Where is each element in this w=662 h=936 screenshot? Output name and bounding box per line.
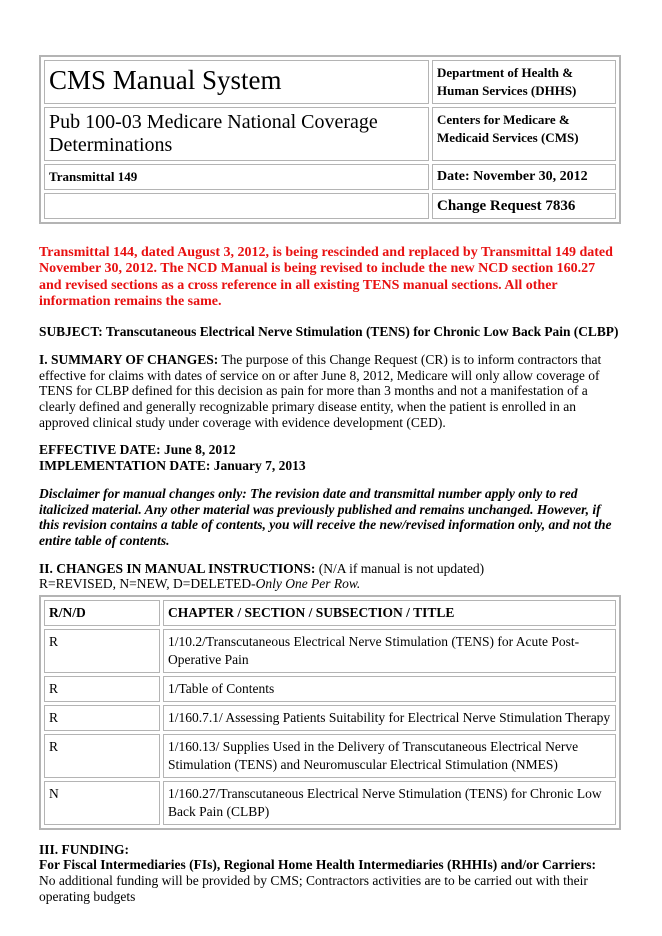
changes-note: (N/A if manual is not updated) (318, 560, 485, 576)
column-header: CHAPTER / SECTION / SUBSECTION / TITLE (163, 600, 616, 626)
column-header: R/N/D (44, 600, 160, 626)
rescind-notice: Transmittal 144, dated August 3, 2012, is being rescinded and replaced by Transmittal 149 dated November 30, 2012. The NCD Manual is being revised to include the new NCD section 160.27 and revised sections as a cross reference in all existing TENS manual sections. All other information remains the same. (39, 245, 613, 309)
row-code: R (44, 629, 160, 673)
row-title: 1/160.27/Transcutaneous Electrical Nerve Stimulation (TENS) for Chronic Low Back Pain (CLBP) (163, 781, 616, 825)
transmittal-date: Date: November 30, 2012 (432, 164, 616, 190)
table-row (44, 629, 616, 673)
department-name: Department of Health & Human Services (DHHS) (432, 60, 616, 104)
subject-line: SUBJECT: Transcutaneous Electrical Nerve Stimulation (TENS) for Chronic Low Back Pain (CLBP) (39, 324, 619, 340)
funding-text: No additional funding will be provided by CMS; Contractors activities are to be carried out with their operating budgets (39, 872, 588, 904)
row-code: R (44, 705, 160, 731)
row-code: R (44, 734, 160, 778)
funding-label: III. FUNDING: (39, 841, 130, 857)
dates-section (39, 442, 621, 474)
row-title: 1/Table of Contents (163, 676, 616, 702)
system-title: CMS Manual System (44, 60, 429, 104)
document-page (39, 55, 621, 904)
funding-sub-label: For Fiscal Intermediaries (FIs), Regional Home Health Intermediaries (RHHIs) and/or Carriers: (39, 857, 597, 873)
empty-cell (44, 193, 429, 219)
agency-name: Centers for Medicare & Medicaid Services (CMS) (432, 107, 616, 161)
changes-table (39, 595, 621, 830)
change-request-number: Change Request 7836 (432, 193, 616, 219)
transmittal-number: Transmittal 149 (44, 164, 429, 190)
disclaimer: Disclaimer for manual changes only: The revision date and transmittal number apply only to red italicized material. Any other material was previously published and remains unchanged. However, if this revision contains a table of contents, you will receive the new/revised information only, and not the entire table of contents. (39, 486, 612, 548)
table-row (44, 676, 616, 702)
row-title: 1/160.7.1/ Assessing Patients Suitability for Electrical Nerve Stimulation Therapy (163, 705, 616, 731)
changes-label: II. CHANGES IN MANUAL INSTRUCTIONS: (39, 560, 316, 576)
summary-text: The purpose of this Change Request (CR) is to inform contractors that effective for claims with dates of service on or after June 8, 2012, Medicare will only allow coverage of TENS for CLBP defined for this decision as pain for more than 3 months and not a manifestation of a clearly defined and generally recognizable primary disease entity, when the patient is enrolled in an approved clinical study under coverage with evidence development (CED). (39, 352, 602, 430)
implementation-date: IMPLEMENTATION DATE: January 7, 2013 (39, 458, 306, 474)
table-row (44, 705, 616, 731)
table-header-row (44, 600, 616, 626)
pub-title: Pub 100-03 Medicare National Coverage Determinations (44, 107, 429, 161)
row-title: 1/160.13/ Supplies Used in the Delivery of Transcutaneous Electrical Nerve Stimulation (TENS) and Neuromuscular Electrical Stimulation (NMES) (163, 734, 616, 778)
table-row (44, 781, 616, 825)
header-table (39, 55, 621, 224)
summary-label: I. SUMMARY OF CHANGES: (39, 352, 219, 368)
effective-date: EFFECTIVE DATE: June 8, 2012 (39, 442, 236, 458)
row-code: N (44, 781, 160, 825)
changes-heading (39, 561, 621, 592)
funding-section (39, 842, 621, 904)
row-title: 1/10.2/Transcutaneous Electrical Nerve Stimulation (TENS) for Acute Post-Operative Pain (163, 629, 616, 673)
table-row (44, 734, 616, 778)
summary-section (39, 352, 621, 430)
changes-legend-italic: Only One Per Row. (255, 576, 361, 592)
changes-legend: R=REVISED, N=NEW, D=DELETED- (39, 576, 256, 592)
row-code: R (44, 676, 160, 702)
